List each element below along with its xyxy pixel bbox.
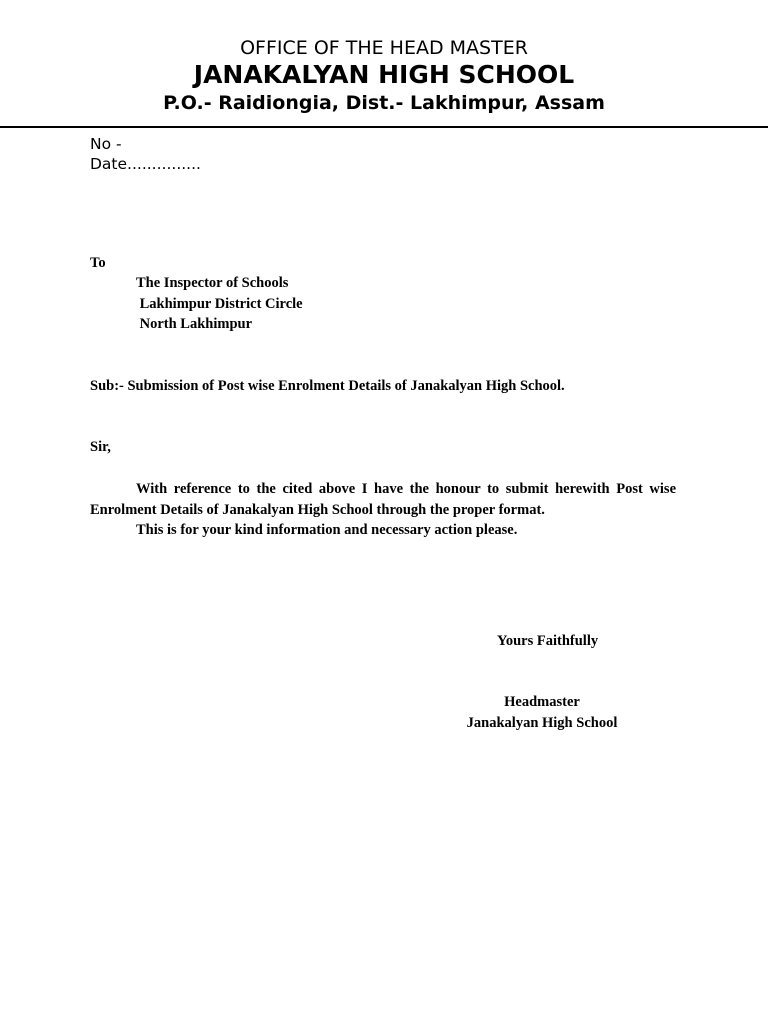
to-label: To [90, 255, 106, 271]
salutation: Sir, [90, 439, 111, 455]
school-address: P.O.- Raidiongia, Dist.- Lakhimpur, Assam [163, 92, 605, 114]
subject-line: Sub:- Submission of Post wise Enrolment Details of Janakalyan High School. [90, 378, 565, 394]
header-divider [0, 126, 768, 128]
recipient-line: North Lakhimpur [136, 316, 253, 332]
signature-block [440, 692, 644, 733]
signatory-designation: Headmaster [504, 694, 580, 710]
reference-block [90, 134, 201, 174]
closing: Yours Faithfully [497, 633, 599, 649]
reference-date: Date............... [90, 155, 201, 173]
reference-number: No - [90, 135, 122, 153]
school-name: JANAKALYAN HIGH SCHOOL [193, 60, 575, 89]
recipient-line: Lakhimpur District Circle [136, 295, 303, 312]
letterhead [0, 36, 768, 116]
recipient-address [136, 273, 303, 335]
signatory-institution: Janakalyan High School [466, 714, 618, 731]
body-paragraph: With reference to the cited above I have the honour to submit herewith Post wise Enrolment Details of Janakalyan High School through the proper format. [90, 481, 676, 518]
body-paragraph: This is for your kind information and necessary action please. [136, 522, 518, 538]
recipient-line: The Inspector of Schools [136, 275, 289, 291]
office-title: OFFICE OF THE HEAD MASTER [240, 37, 528, 59]
